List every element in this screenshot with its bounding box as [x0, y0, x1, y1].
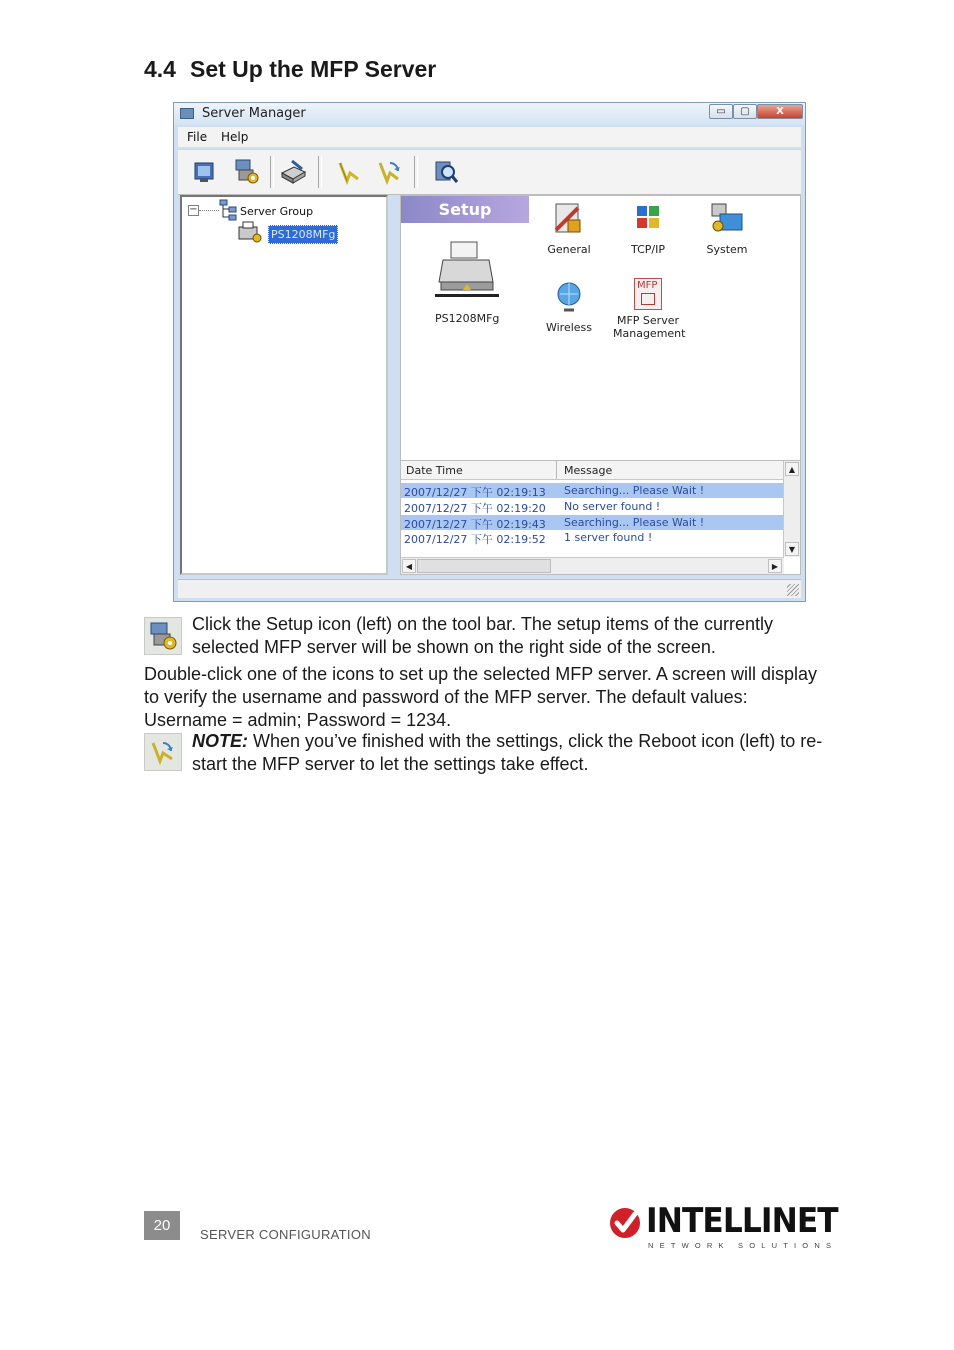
log-message: 1 server found ! [564, 531, 653, 544]
log-datetime: 2007/12/27 下午 02:19:20 [404, 502, 546, 515]
logo-tagline: NETWORK SOLUTIONS [648, 1241, 838, 1250]
server-manager-window [173, 102, 806, 602]
reboot-icon [144, 733, 182, 771]
log-vertical-scrollbar[interactable] [783, 461, 800, 557]
log-row[interactable] [401, 499, 784, 514]
mfp-icon-frame [641, 293, 655, 305]
log-message: No server found ! [564, 500, 661, 513]
close-button[interactable]: X [757, 104, 803, 119]
reboot-arrow-icon[interactable] [374, 157, 404, 187]
general-icon [552, 200, 586, 236]
setup-item-label: Wireless [545, 321, 593, 334]
column-divider[interactable] [556, 461, 557, 479]
log-datetime: 2007/12/27 下午 02:19:43 [404, 518, 546, 531]
scroll-left-arrow-icon[interactable]: ◀ [402, 559, 416, 573]
section-heading [144, 56, 436, 83]
server-group-icon [218, 199, 238, 224]
setup-icon[interactable] [232, 157, 262, 187]
double-click-instruction: Double-click one of the icons to set up the selected MFP server. A screen will display to verify the username and password of the MFP server. The default values: Username = admin; Password = 1234. [144, 664, 818, 730]
page-number: 20 [144, 1211, 180, 1240]
mfp-icon-text: MFP [637, 280, 658, 291]
minimize-button[interactable]: ▭ [709, 104, 733, 119]
log-message: Searching... Please Wait ! [564, 516, 705, 529]
mfp-server-icon [237, 219, 263, 246]
setup-item-label: System [706, 243, 748, 256]
mfp-icon [634, 278, 662, 310]
setup-item-tcpip[interactable] [612, 200, 684, 256]
setup-tab[interactable]: Setup [401, 196, 529, 223]
tree-connector [199, 210, 219, 211]
footer-section-label: SERVER CONFIGURATION [200, 1227, 371, 1242]
search-server-icon[interactable] [430, 157, 460, 187]
resize-grip-icon[interactable] [787, 584, 799, 596]
setup-item-mfp-server-management[interactable] [607, 278, 689, 340]
status-bar [178, 579, 801, 598]
checkmark-logo-icon [608, 1205, 644, 1241]
log-message: Searching... Please Wait ! [564, 484, 705, 497]
note-label: NOTE: [192, 731, 248, 751]
setup-item-label: MFP Server Management [613, 314, 686, 340]
device-label: PS1208MFg [435, 312, 500, 325]
log-row[interactable] [401, 530, 784, 545]
log-header [401, 461, 784, 480]
log-row[interactable] [401, 515, 784, 530]
section-title: Set Up the MFP Server [189, 56, 437, 82]
scroll-up-arrow-icon[interactable]: ▲ [785, 462, 799, 476]
tree-item-server[interactable]: PS1208MFg [268, 225, 338, 244]
toolbar-separator [318, 156, 322, 188]
section-number: 4.4 [144, 56, 176, 82]
wireless-icon [552, 278, 586, 314]
printer-device-icon [435, 238, 499, 307]
menu-file[interactable]: File [187, 130, 208, 144]
log-row[interactable] [401, 483, 784, 498]
log-datetime: 2007/12/27 下午 02:19:13 [404, 486, 546, 499]
tree-item-server-group[interactable]: Server Group [240, 205, 314, 218]
column-header-datetime[interactable]: Date Time [406, 464, 463, 477]
setup-item-label: TCP/IP [631, 243, 665, 256]
menu-bar [178, 127, 801, 147]
system-icon [708, 200, 746, 236]
setup-item-wireless[interactable] [533, 278, 605, 334]
intellinet-logo [608, 1201, 844, 1253]
title-bar[interactable] [174, 103, 805, 125]
log-datetime: 2007/12/27 下午 02:19:52 [404, 533, 546, 546]
note [192, 730, 837, 776]
column-header-message[interactable]: Message [564, 464, 613, 477]
setup-item-system[interactable] [691, 200, 763, 256]
reboot-icon[interactable] [334, 157, 364, 187]
menu-help[interactable]: Help [221, 130, 249, 144]
toolbar-separator [270, 156, 274, 188]
setup-icon [144, 617, 182, 655]
monitor-icon[interactable] [190, 157, 220, 187]
log-list [400, 460, 801, 575]
toolbar [178, 149, 801, 195]
log-horizontal-scrollbar[interactable] [401, 557, 784, 574]
setup-item-label: General [547, 243, 591, 256]
scroll-down-arrow-icon[interactable]: ▼ [785, 542, 799, 556]
scroll-thumb[interactable] [417, 559, 551, 573]
app-window-icon [180, 108, 194, 119]
setup-items-pane [400, 195, 801, 461]
window-title: Server Manager [202, 106, 306, 121]
setup-instruction: Click the Setup icon (left) on the tool bar. The setup items of the currently selected MFP server will be shown on the right side of the screen. [192, 614, 773, 657]
maximize-button[interactable]: ▢ [733, 104, 757, 119]
printer-wrench-icon[interactable] [278, 157, 308, 187]
server-tree [180, 195, 388, 575]
logo-brand-text: INTELLINET [646, 1201, 838, 1241]
scroll-right-arrow-icon[interactable]: ▶ [768, 559, 782, 573]
toolbar-separator [414, 156, 418, 188]
tree-collapse-toggle[interactable]: − [189, 204, 198, 215]
setup-item-general[interactable] [533, 200, 605, 256]
tcpip-icon [631, 200, 665, 236]
note-text: When you’ve finished with the settings, click the Reboot icon (left) to re-start the MFP server to let the settings take effect. [192, 731, 823, 774]
